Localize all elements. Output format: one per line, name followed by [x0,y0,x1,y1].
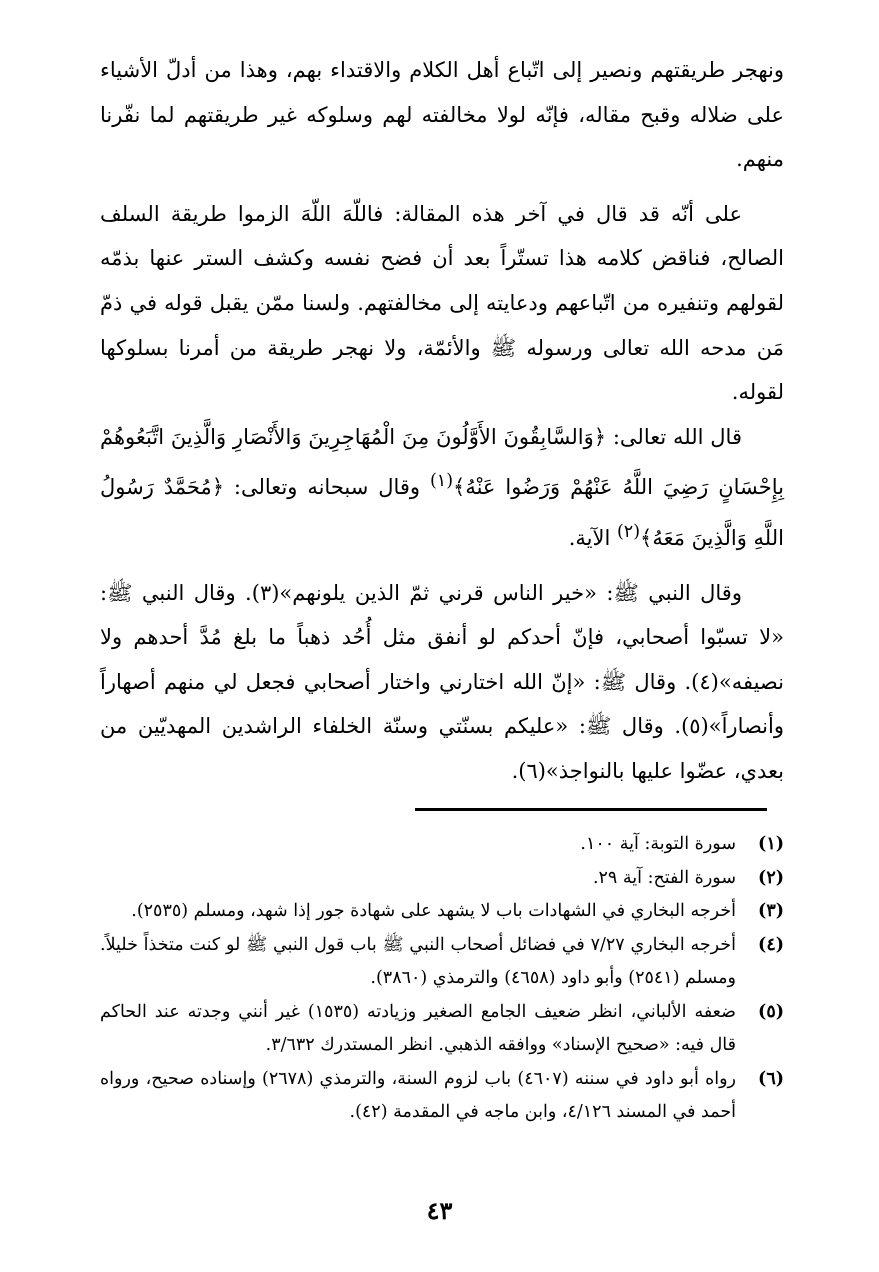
paragraph-4: وقال النبي ﷺ: «خير الناس قرني ثمّ الذين يلونهم»(٣). وقال النبي ﷺ: «لا تسبّوا أصحابي، فإنّ أحدكم لو أنفق مثل أُحُد ذهباً ما بلغ مُدَّ أحدهم ولا نصيفه»(٤). وقال ﷺ: «إنّ الله اختارني واختار أصحابي فجعل لي منهم أصهاراً وأنصاراً»(٥). وقال ﷺ: «عليكم بسنّتي وسنّة الخلفاء الراشدين المهديّين من بعدي، عضّوا عليها بالنواجذ»(٦). [100,580,784,783]
footnote-text: ضعفه الألباني، انظر ضعيف الجامع الصغير وزيادته (١٥٣٥) غير أنني وجدته عند الحاكم قال فيه: «صحيح الإسناد» ووافقه الذهبي. انظر المستدرك ٣/٦٣٢. [100,1001,736,1055]
paragraph-3 [100,415,784,561]
footnote-text: رواه أبو داود في سننه (٤٦٠٧) باب لزوم السنة، والترمذي (٢٦٧٨) وإسناده صحيح، ورواه أحمد في المسند ٤/١٢٦، وابن ماجه في المقدمة (٤٢). [100,1068,736,1122]
footnote-text: أخرجه البخاري في الشهادات باب لا يشهد على شهادة جور إذا شهد، ومسلم (٢٥٣٥). [131,901,736,921]
paragraph-3-end: الآية. [568,525,617,550]
footnote-number: (٥) [758,1001,784,1022]
footnote-number: (١) [758,834,784,854]
footnote-ref-2: (٢) [616,521,641,542]
footnote-6 [100,1063,784,1130]
paragraph-2: على أنّه قد قال في آخر هذه المقالة: فاللّهَ اللّهَ الزموا طريقة السلف الصالح، فناقض كلامه هذا تستّراً بعد أن فضح نفسه وكشف الستر عنها بذمّه لقولهم وتنفيره من اتّباعهم ودعايته إلى مخالفتهم. ولسنا ممّن يقبل قوله في ذمّ مَن مدحه الله تعالى ورسوله ﷺ والأئمّة، ولا نهجر طريقة من أمرنا بسلوكها لقوله. [100,201,784,405]
footnote-5 [100,996,784,1063]
paragraph-3-mid: وقال سبحانه وتعالى: [224,475,430,500]
main-text [100,48,784,794]
footnote-number: (٤) [758,934,784,955]
footnotes [100,828,784,1130]
quran-verse-tawbah: ﴿وَالسَّابِقُونَ الأَوَّلُونَ مِنَ الْمُهَاجِرِينَ وَالأَنْصَارِ وَالَّذِينَ اتَّبَعُوهُمْ بِإِحْسَانٍ رَضِيَ اللَّهُ عَنْهُمْ وَرَضُوا عَنْهُ﴾ [100,424,784,500]
footnote-text: سورة التوبة: آية ١٠٠. [580,834,736,854]
footnote-text: أخرجه البخاري ٧/٢٧ في فضائل أصحاب النبي ﷺ باب قول النبي ﷺ لو كنت متخذاً خليلاً. ومسلم (٢٥٤١) وأبو داود (٤٦٥٨) والترمذي (٣٨٦٠). [100,934,736,988]
footnote-4 [100,929,784,996]
footnote-2 [100,862,784,896]
page-number: ٤٣ [426,1196,453,1225]
paragraph-3-intro: قال الله تعالى: [606,424,742,449]
footnote-ref-1: (١) [429,471,454,492]
footnote-3 [100,895,784,929]
paragraph-1: ونهجر طريقتهم ونصير إلى اتّباع أهل الكلام والاقتداء بهم، وهذا من أدلّ الأشياء على ضلاله وقبح مقاله، فإنّه لولا مخالفته لهم وسلوكه غير طريقتهم لما نفّرنا منهم. [100,58,784,172]
footnote-separator [415,808,767,811]
footnote-number: (٦) [758,1068,784,1089]
footnote-text: سورة الفتح: آية ٢٩. [592,867,736,888]
footnote-number: (٣) [758,901,784,921]
footnote-1 [100,828,784,862]
quran-verse-fath: ﴿مُحَمَّدٌ رَسُولُ اللَّهِ وَالَّذِينَ مَعَهُ﴾ [100,475,784,550]
footnote-number: (٢) [758,867,784,888]
